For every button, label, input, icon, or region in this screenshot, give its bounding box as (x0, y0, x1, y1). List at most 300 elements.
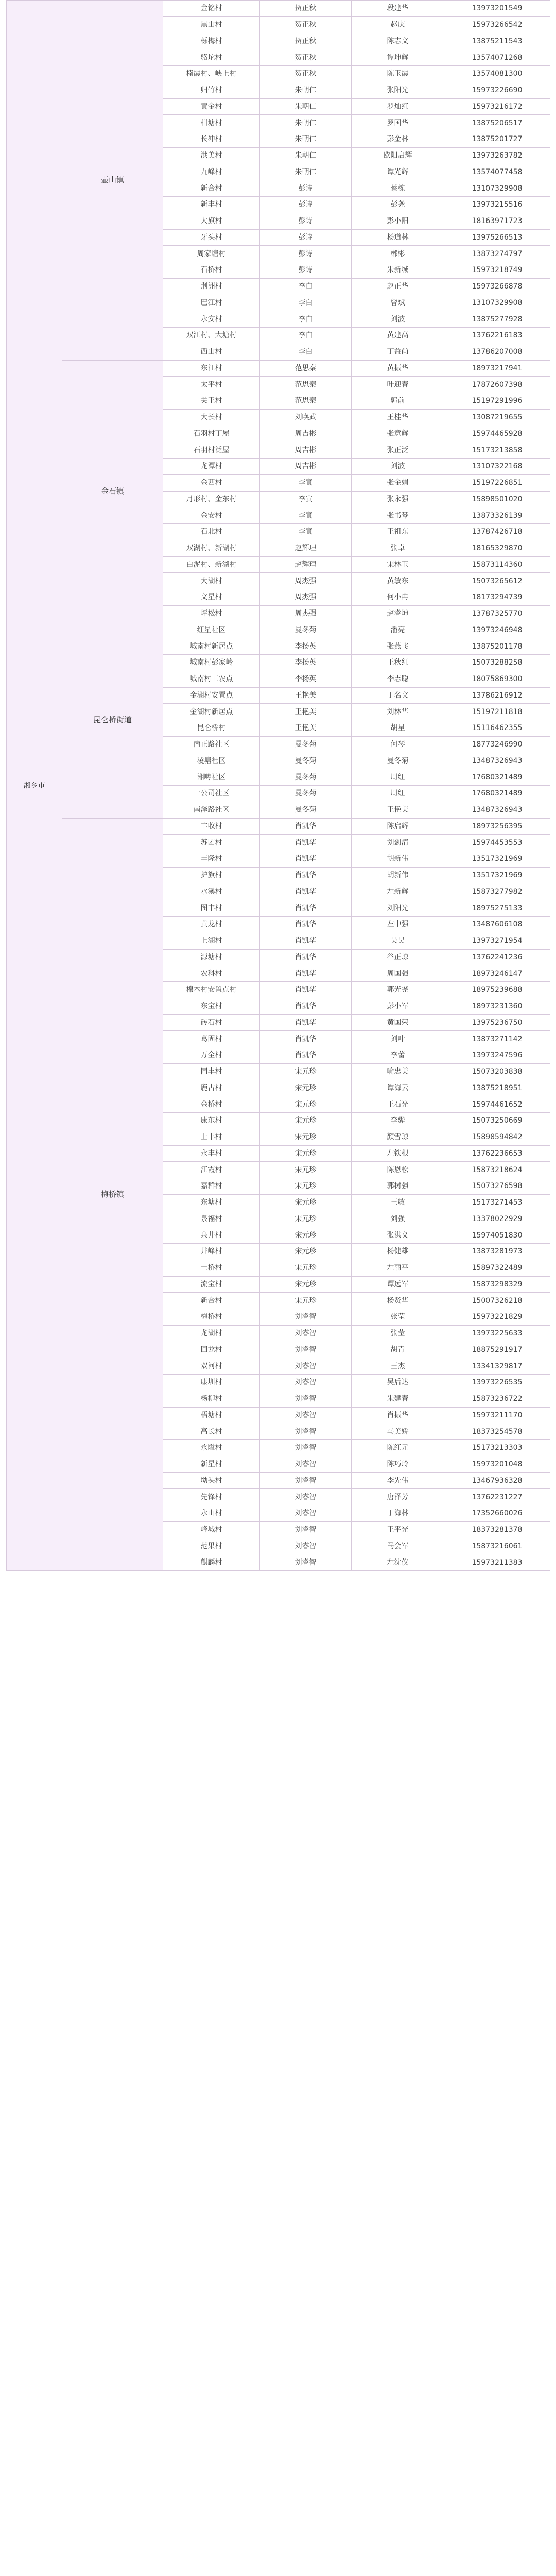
contact-person-cell: 赵庆 (352, 16, 444, 33)
supervisor-cell: 贺正秋 (260, 33, 352, 49)
phone-cell: 18973256395 (444, 818, 550, 835)
supervisor-cell: 曼冬菊 (260, 753, 352, 769)
phone-cell: 15974051830 (444, 1227, 550, 1244)
supervisor-cell: 刘睿智 (260, 1505, 352, 1522)
contact-person-cell: 赵正华 (352, 278, 444, 295)
contact-person-cell: 彭尧 (352, 197, 444, 213)
village-cell: 金铭村 (163, 1, 260, 17)
supervisor-cell: 赵辉理 (260, 556, 352, 573)
village-cell: 金湖村安置点 (163, 687, 260, 704)
phone-cell: 15197291996 (444, 393, 550, 410)
village-cell: 双河村 (163, 1358, 260, 1375)
supervisor-cell: 刘睿智 (260, 1440, 352, 1456)
supervisor-cell: 宋元珍 (260, 1276, 352, 1293)
phone-cell: 13762241236 (444, 949, 550, 965)
town-cell: 壶山镇 (62, 1, 163, 361)
contact-person-cell: 张卓 (352, 540, 444, 556)
table-body (7, 1, 550, 1571)
phone-cell: 13786207008 (444, 344, 550, 360)
village-cell: 士桥村 (163, 1260, 260, 1276)
contact-person-cell: 刘强 (352, 1211, 444, 1227)
supervisor-cell: 范思秦 (260, 360, 352, 377)
phone-cell: 15116462355 (444, 720, 550, 737)
supervisor-cell: 肖凯华 (260, 965, 352, 982)
contact-person-cell: 潘亮 (352, 622, 444, 638)
supervisor-cell: 贺正秋 (260, 66, 352, 82)
village-cell: 龙湖村 (163, 1325, 260, 1342)
contact-person-cell: 杨道林 (352, 229, 444, 246)
village-cell: 大湖村 (163, 573, 260, 589)
phone-cell: 13467936328 (444, 1472, 550, 1489)
village-cell: 砖石村 (163, 1014, 260, 1031)
supervisor-cell: 朱朝仁 (260, 131, 352, 148)
supervisor-cell: 李寅 (260, 524, 352, 540)
village-cell: 城南村彭家岭 (163, 655, 260, 671)
phone-cell: 15898594842 (444, 1129, 550, 1145)
village-cell: 康东村 (163, 1113, 260, 1129)
village-cell: 泉井村 (163, 1227, 260, 1244)
phone-cell: 15897322489 (444, 1260, 550, 1276)
supervisor-cell: 宋元珍 (260, 1227, 352, 1244)
village-cell: 丰隆村 (163, 851, 260, 868)
supervisor-cell: 李白 (260, 278, 352, 295)
village-cell: 金安村 (163, 507, 260, 524)
supervisor-cell: 刘睿智 (260, 1375, 352, 1391)
supervisor-cell: 朱朝仁 (260, 115, 352, 131)
phone-cell: 13873326139 (444, 507, 550, 524)
village-cell: 栎梅村 (163, 33, 260, 49)
contact-person-cell: 王平光 (352, 1521, 444, 1538)
village-cell: 龙潭村 (163, 459, 260, 475)
village-cell: 上湖村 (163, 933, 260, 949)
village-cell: 城南村新居点 (163, 638, 260, 655)
phone-cell: 15974465928 (444, 426, 550, 442)
contact-person-cell: 刘林华 (352, 704, 444, 720)
contact-person-cell: 王艳美 (352, 802, 444, 818)
contact-person-cell: 张正泛 (352, 442, 444, 459)
contact-person-cell: 胡星 (352, 720, 444, 737)
village-cell: 南泽路社区 (163, 802, 260, 818)
village-cell: 石羽村丁屋 (163, 426, 260, 442)
supervisor-cell: 刘睿智 (260, 1358, 352, 1375)
phone-cell: 13787325770 (444, 605, 550, 622)
contact-person-cell: 彭金林 (352, 131, 444, 148)
supervisor-cell: 周杰强 (260, 605, 352, 622)
contact-person-cell: 周红 (352, 786, 444, 802)
contact-person-cell: 朱建春 (352, 1391, 444, 1407)
village-cell: 苏团村 (163, 835, 260, 851)
phone-cell: 15898501020 (444, 491, 550, 507)
supervisor-cell: 肖凯华 (260, 851, 352, 868)
phone-cell: 15973266542 (444, 16, 550, 33)
supervisor-cell: 李扬英 (260, 655, 352, 671)
supervisor-cell: 曼冬菊 (260, 802, 352, 818)
supervisor-cell: 宋元珍 (260, 1129, 352, 1145)
contact-person-cell: 郭树强 (352, 1178, 444, 1195)
phone-cell: 18973246147 (444, 965, 550, 982)
supervisor-cell: 刘睿智 (260, 1391, 352, 1407)
village-cell: 上丰村 (163, 1129, 260, 1145)
village-cell: 永隘村 (163, 1440, 260, 1456)
supervisor-cell: 刘睿智 (260, 1407, 352, 1423)
village-cell: 金桥村 (163, 1096, 260, 1113)
contact-person-cell: 喻忠美 (352, 1063, 444, 1080)
contact-person-cell: 彭小阳 (352, 213, 444, 229)
contact-person-cell: 胡新伟 (352, 851, 444, 868)
phone-cell: 13762236653 (444, 1145, 550, 1162)
supervisor-cell: 李白 (260, 328, 352, 344)
phone-cell: 13973201549 (444, 1, 550, 17)
supervisor-cell: 刘睿智 (260, 1342, 352, 1358)
village-cell: 凌塘社区 (163, 753, 260, 769)
village-cell: 井峰村 (163, 1244, 260, 1260)
supervisor-cell: 朱朝仁 (260, 147, 352, 164)
phone-cell: 13873274797 (444, 246, 550, 262)
phone-cell: 18373281378 (444, 1521, 550, 1538)
village-cell: 梧塘村 (163, 1407, 260, 1423)
town-cell: 昆仑桥街道 (62, 622, 163, 818)
contact-person-cell: 张永强 (352, 491, 444, 507)
contact-person-cell: 肖振华 (352, 1407, 444, 1423)
village-cell: 南正路社区 (163, 736, 260, 753)
phone-cell: 15073203838 (444, 1063, 550, 1080)
supervisor-cell: 周吉彬 (260, 426, 352, 442)
phone-cell: 13762216183 (444, 328, 550, 344)
contact-person-cell: 李先伟 (352, 1472, 444, 1489)
phone-cell: 13574077458 (444, 164, 550, 180)
contact-person-cell: 周红 (352, 769, 444, 786)
phone-cell: 15973266878 (444, 278, 550, 295)
supervisor-cell: 李扬英 (260, 671, 352, 687)
contact-person-cell: 罗灿红 (352, 98, 444, 115)
contact-person-cell: 黄敏东 (352, 573, 444, 589)
supervisor-cell: 肖凯华 (260, 917, 352, 933)
village-cell: 先锋村 (163, 1489, 260, 1505)
supervisor-cell: 李寅 (260, 507, 352, 524)
phone-cell: 13973225633 (444, 1325, 550, 1342)
phone-cell: 13875201727 (444, 131, 550, 148)
contact-person-cell: 郴彬 (352, 246, 444, 262)
table-row (7, 360, 550, 377)
supervisor-cell: 刘睿智 (260, 1472, 352, 1489)
phone-cell: 13973263782 (444, 147, 550, 164)
contact-person-cell: 王秋红 (352, 655, 444, 671)
town-cell: 金石镇 (62, 360, 163, 622)
village-cell: 康圳村 (163, 1375, 260, 1391)
supervisor-cell: 朱朝仁 (260, 82, 352, 98)
contact-person-cell: 张书琴 (352, 507, 444, 524)
contact-person-cell: 陈恩松 (352, 1162, 444, 1178)
village-cell: 杨柳村 (163, 1391, 260, 1407)
phone-cell: 13487326943 (444, 753, 550, 769)
village-cell: 坳头村 (163, 1472, 260, 1489)
phone-cell: 18373254578 (444, 1423, 550, 1440)
phone-cell: 18173294739 (444, 589, 550, 606)
supervisor-cell: 刘睿智 (260, 1554, 352, 1571)
contact-person-cell: 黄振华 (352, 360, 444, 377)
phone-cell: 13973246948 (444, 622, 550, 638)
contact-person-cell: 陈巧玲 (352, 1456, 444, 1472)
village-cell: 东江村 (163, 360, 260, 377)
village-cell: 黄龙村 (163, 917, 260, 933)
supervisor-cell: 刘睿智 (260, 1325, 352, 1342)
phone-cell: 18163971723 (444, 213, 550, 229)
supervisor-cell: 曼冬菊 (260, 786, 352, 802)
village-cell: 石北村 (163, 524, 260, 540)
supervisor-cell: 彭诗 (260, 180, 352, 197)
phone-cell: 13875201178 (444, 638, 550, 655)
village-cell: 关王村 (163, 393, 260, 410)
phone-cell: 18975239688 (444, 982, 550, 998)
table-row (7, 1, 550, 17)
contact-person-cell: 王桂华 (352, 409, 444, 426)
contact-person-cell: 张燕飞 (352, 638, 444, 655)
supervisor-cell: 朱朝仁 (260, 98, 352, 115)
supervisor-cell: 李白 (260, 295, 352, 311)
village-cell: 湘畴社区 (163, 769, 260, 786)
phone-cell: 13107322168 (444, 459, 550, 475)
phone-cell: 13975266513 (444, 229, 550, 246)
phone-cell: 17872607398 (444, 377, 550, 393)
village-cell: 洪美村 (163, 147, 260, 164)
village-cell: 水溪村 (163, 884, 260, 900)
village-cell: 葛固村 (163, 1031, 260, 1047)
supervisor-cell: 刘睿智 (260, 1456, 352, 1472)
supervisor-cell: 宋元珍 (260, 1244, 352, 1260)
contact-person-cell: 左中强 (352, 917, 444, 933)
village-cell: 一公司社区 (163, 786, 260, 802)
supervisor-cell: 宋元珍 (260, 1194, 352, 1211)
contact-person-cell: 胡新伟 (352, 867, 444, 884)
supervisor-cell: 肖凯华 (260, 835, 352, 851)
village-cell: 太平村 (163, 377, 260, 393)
village-cell: 东塘村 (163, 1194, 260, 1211)
phone-cell: 15873218624 (444, 1162, 550, 1178)
phone-cell: 18165329870 (444, 540, 550, 556)
village-cell: 文星村 (163, 589, 260, 606)
contact-person-cell: 吴后达 (352, 1375, 444, 1391)
phone-cell: 13973247596 (444, 1047, 550, 1064)
supervisor-cell: 赵辉理 (260, 540, 352, 556)
phone-cell: 15973218749 (444, 262, 550, 279)
village-cell: 万全村 (163, 1047, 260, 1064)
supervisor-cell: 周吉彬 (260, 442, 352, 459)
village-cell: 九峰村 (163, 164, 260, 180)
village-cell: 双江村、大塘村 (163, 328, 260, 344)
phone-cell: 15197211818 (444, 704, 550, 720)
village-cell: 同丰村 (163, 1063, 260, 1080)
phone-cell: 13487606108 (444, 917, 550, 933)
phone-cell: 13574071268 (444, 49, 550, 66)
contact-person-cell: 左丽平 (352, 1260, 444, 1276)
contact-person-cell: 李志聪 (352, 671, 444, 687)
contact-person-cell: 罗国华 (352, 115, 444, 131)
contact-person-cell: 何琴 (352, 736, 444, 753)
contact-person-cell: 丁益尚 (352, 344, 444, 360)
supervisor-cell: 宋元珍 (260, 1113, 352, 1129)
supervisor-cell: 周吉彬 (260, 459, 352, 475)
supervisor-cell: 肖凯华 (260, 900, 352, 917)
village-cell: 永安村 (163, 311, 260, 328)
contact-person-cell: 陈志文 (352, 33, 444, 49)
contact-person-cell: 刘波 (352, 459, 444, 475)
village-cell: 金湖村新居点 (163, 704, 260, 720)
phone-cell: 13873281973 (444, 1244, 550, 1260)
contact-person-cell: 陈红元 (352, 1440, 444, 1456)
phone-cell: 15974461652 (444, 1096, 550, 1113)
contact-person-cell: 张莹 (352, 1309, 444, 1326)
supervisor-cell: 肖凯华 (260, 949, 352, 965)
village-cell: 峰城村 (163, 1521, 260, 1538)
village-cell: 大长村 (163, 409, 260, 426)
contact-person-cell: 张莹 (352, 1325, 444, 1342)
contact-person-cell: 谭光辉 (352, 164, 444, 180)
supervisor-cell: 李寅 (260, 474, 352, 491)
phone-cell: 18875291917 (444, 1342, 550, 1358)
supervisor-cell: 宋元珍 (260, 1260, 352, 1276)
phone-cell: 15873277982 (444, 884, 550, 900)
contact-person-cell: 王石光 (352, 1096, 444, 1113)
contact-person-cell: 谷正琼 (352, 949, 444, 965)
supervisor-cell: 周杰强 (260, 573, 352, 589)
contact-person-cell: 周国强 (352, 965, 444, 982)
village-cell: 城南村工农点 (163, 671, 260, 687)
supervisor-cell: 王艳美 (260, 704, 352, 720)
supervisor-cell: 彭诗 (260, 246, 352, 262)
phone-cell: 15073276598 (444, 1178, 550, 1195)
phone-cell: 13378022929 (444, 1211, 550, 1227)
contact-person-cell: 宋林玉 (352, 556, 444, 573)
contact-person-cell: 王杰 (352, 1358, 444, 1375)
phone-cell: 15197226851 (444, 474, 550, 491)
contact-person-cell: 张洪义 (352, 1227, 444, 1244)
village-cell: 楠霞村、峡上村 (163, 66, 260, 82)
supervisor-cell: 李扬英 (260, 638, 352, 655)
phone-cell: 13786216912 (444, 687, 550, 704)
village-cell: 坪松村 (163, 605, 260, 622)
supervisor-cell: 贺正秋 (260, 16, 352, 33)
supervisor-cell: 曼冬菊 (260, 769, 352, 786)
phone-cell: 18973217941 (444, 360, 550, 377)
village-cell: 永丰村 (163, 1145, 260, 1162)
village-cell: 黑山村 (163, 16, 260, 33)
contact-person-cell: 段建华 (352, 1, 444, 17)
phone-cell: 15973221829 (444, 1309, 550, 1326)
village-cell: 红星社区 (163, 622, 260, 638)
supervisor-cell: 宋元珍 (260, 1211, 352, 1227)
contact-person-cell: 张阳光 (352, 82, 444, 98)
village-cell: 农科村 (163, 965, 260, 982)
village-cell: 范果村 (163, 1538, 260, 1554)
contact-person-cell: 叶迎春 (352, 377, 444, 393)
supervisor-cell: 李寅 (260, 491, 352, 507)
phone-cell: 15007326218 (444, 1293, 550, 1309)
supervisor-cell: 彭诗 (260, 262, 352, 279)
phone-cell: 13787426718 (444, 524, 550, 540)
village-cell: 双湖村、新湖村 (163, 540, 260, 556)
contact-person-cell: 胡青 (352, 1342, 444, 1358)
contact-person-cell: 刘叶 (352, 1031, 444, 1047)
supervisor-cell: 王艳美 (260, 720, 352, 737)
supervisor-cell: 宋元珍 (260, 1178, 352, 1195)
supervisor-cell: 宋元珍 (260, 1063, 352, 1080)
contact-person-cell: 李骅 (352, 1113, 444, 1129)
supervisor-cell: 贺正秋 (260, 49, 352, 66)
supervisor-cell: 彭诗 (260, 213, 352, 229)
supervisor-cell: 刘睿智 (260, 1489, 352, 1505)
village-cell: 长冲村 (163, 131, 260, 148)
phone-cell: 15173213858 (444, 442, 550, 459)
contact-person-cell: 谭海云 (352, 1080, 444, 1096)
phone-cell: 15873114360 (444, 556, 550, 573)
phone-cell: 13517321969 (444, 867, 550, 884)
phone-cell: 15873298329 (444, 1276, 550, 1293)
village-cell: 新丰村 (163, 197, 260, 213)
phone-cell: 18773246990 (444, 736, 550, 753)
supervisor-cell: 刘睿智 (260, 1521, 352, 1538)
phone-cell: 13875277928 (444, 311, 550, 328)
village-cell: 高长村 (163, 1423, 260, 1440)
village-cell: 白泥村、新湖村 (163, 556, 260, 573)
phone-cell: 15973201048 (444, 1456, 550, 1472)
city-cell: 湘乡市 (7, 1, 62, 1571)
phone-cell: 15973226690 (444, 82, 550, 98)
contact-person-cell: 王祖东 (352, 524, 444, 540)
phone-cell: 15173271453 (444, 1194, 550, 1211)
supervisor-cell: 宋元珍 (260, 1293, 352, 1309)
village-cell: 护旗村 (163, 867, 260, 884)
contact-person-cell: 谭远军 (352, 1276, 444, 1293)
supervisor-cell: 肖凯华 (260, 867, 352, 884)
contact-person-cell: 朱新城 (352, 262, 444, 279)
village-cell: 丰收村 (163, 818, 260, 835)
supervisor-cell: 肖凯华 (260, 933, 352, 949)
supervisor-cell: 朱朝仁 (260, 164, 352, 180)
phone-cell: 13762231227 (444, 1489, 550, 1505)
phone-cell: 18975275133 (444, 900, 550, 917)
contact-person-cell: 左新辉 (352, 884, 444, 900)
village-cell: 梅桥村 (163, 1309, 260, 1326)
phone-cell: 13975236750 (444, 1014, 550, 1031)
phone-cell: 13107329908 (444, 295, 550, 311)
supervisor-cell: 刘睿智 (260, 1423, 352, 1440)
phone-cell: 15073265612 (444, 573, 550, 589)
phone-cell: 13875218951 (444, 1080, 550, 1096)
contact-person-cell: 郭前 (352, 393, 444, 410)
phone-cell: 18973231360 (444, 998, 550, 1014)
phone-cell: 13087219655 (444, 409, 550, 426)
village-cell: 源塘村 (163, 949, 260, 965)
contact-person-cell: 曼冬菊 (352, 753, 444, 769)
village-cell: 新合村 (163, 180, 260, 197)
contact-person-cell: 欧阳启辉 (352, 147, 444, 164)
contact-person-cell: 丁名文 (352, 687, 444, 704)
supervisor-cell: 彭诗 (260, 229, 352, 246)
contact-person-cell: 李蕾 (352, 1047, 444, 1064)
phone-cell: 13973226535 (444, 1375, 550, 1391)
contact-person-cell: 张金娟 (352, 474, 444, 491)
supervisor-cell: 王艳美 (260, 687, 352, 704)
contact-person-cell: 黄建高 (352, 328, 444, 344)
village-cell: 大旗村 (163, 213, 260, 229)
village-cell: 荆洲村 (163, 278, 260, 295)
phone-cell: 15873236722 (444, 1391, 550, 1407)
village-cell: 江霞村 (163, 1162, 260, 1178)
supervisor-cell: 肖凯华 (260, 818, 352, 835)
supervisor-cell: 肖凯华 (260, 1031, 352, 1047)
table-row (7, 818, 550, 835)
phone-cell: 13107329908 (444, 180, 550, 197)
